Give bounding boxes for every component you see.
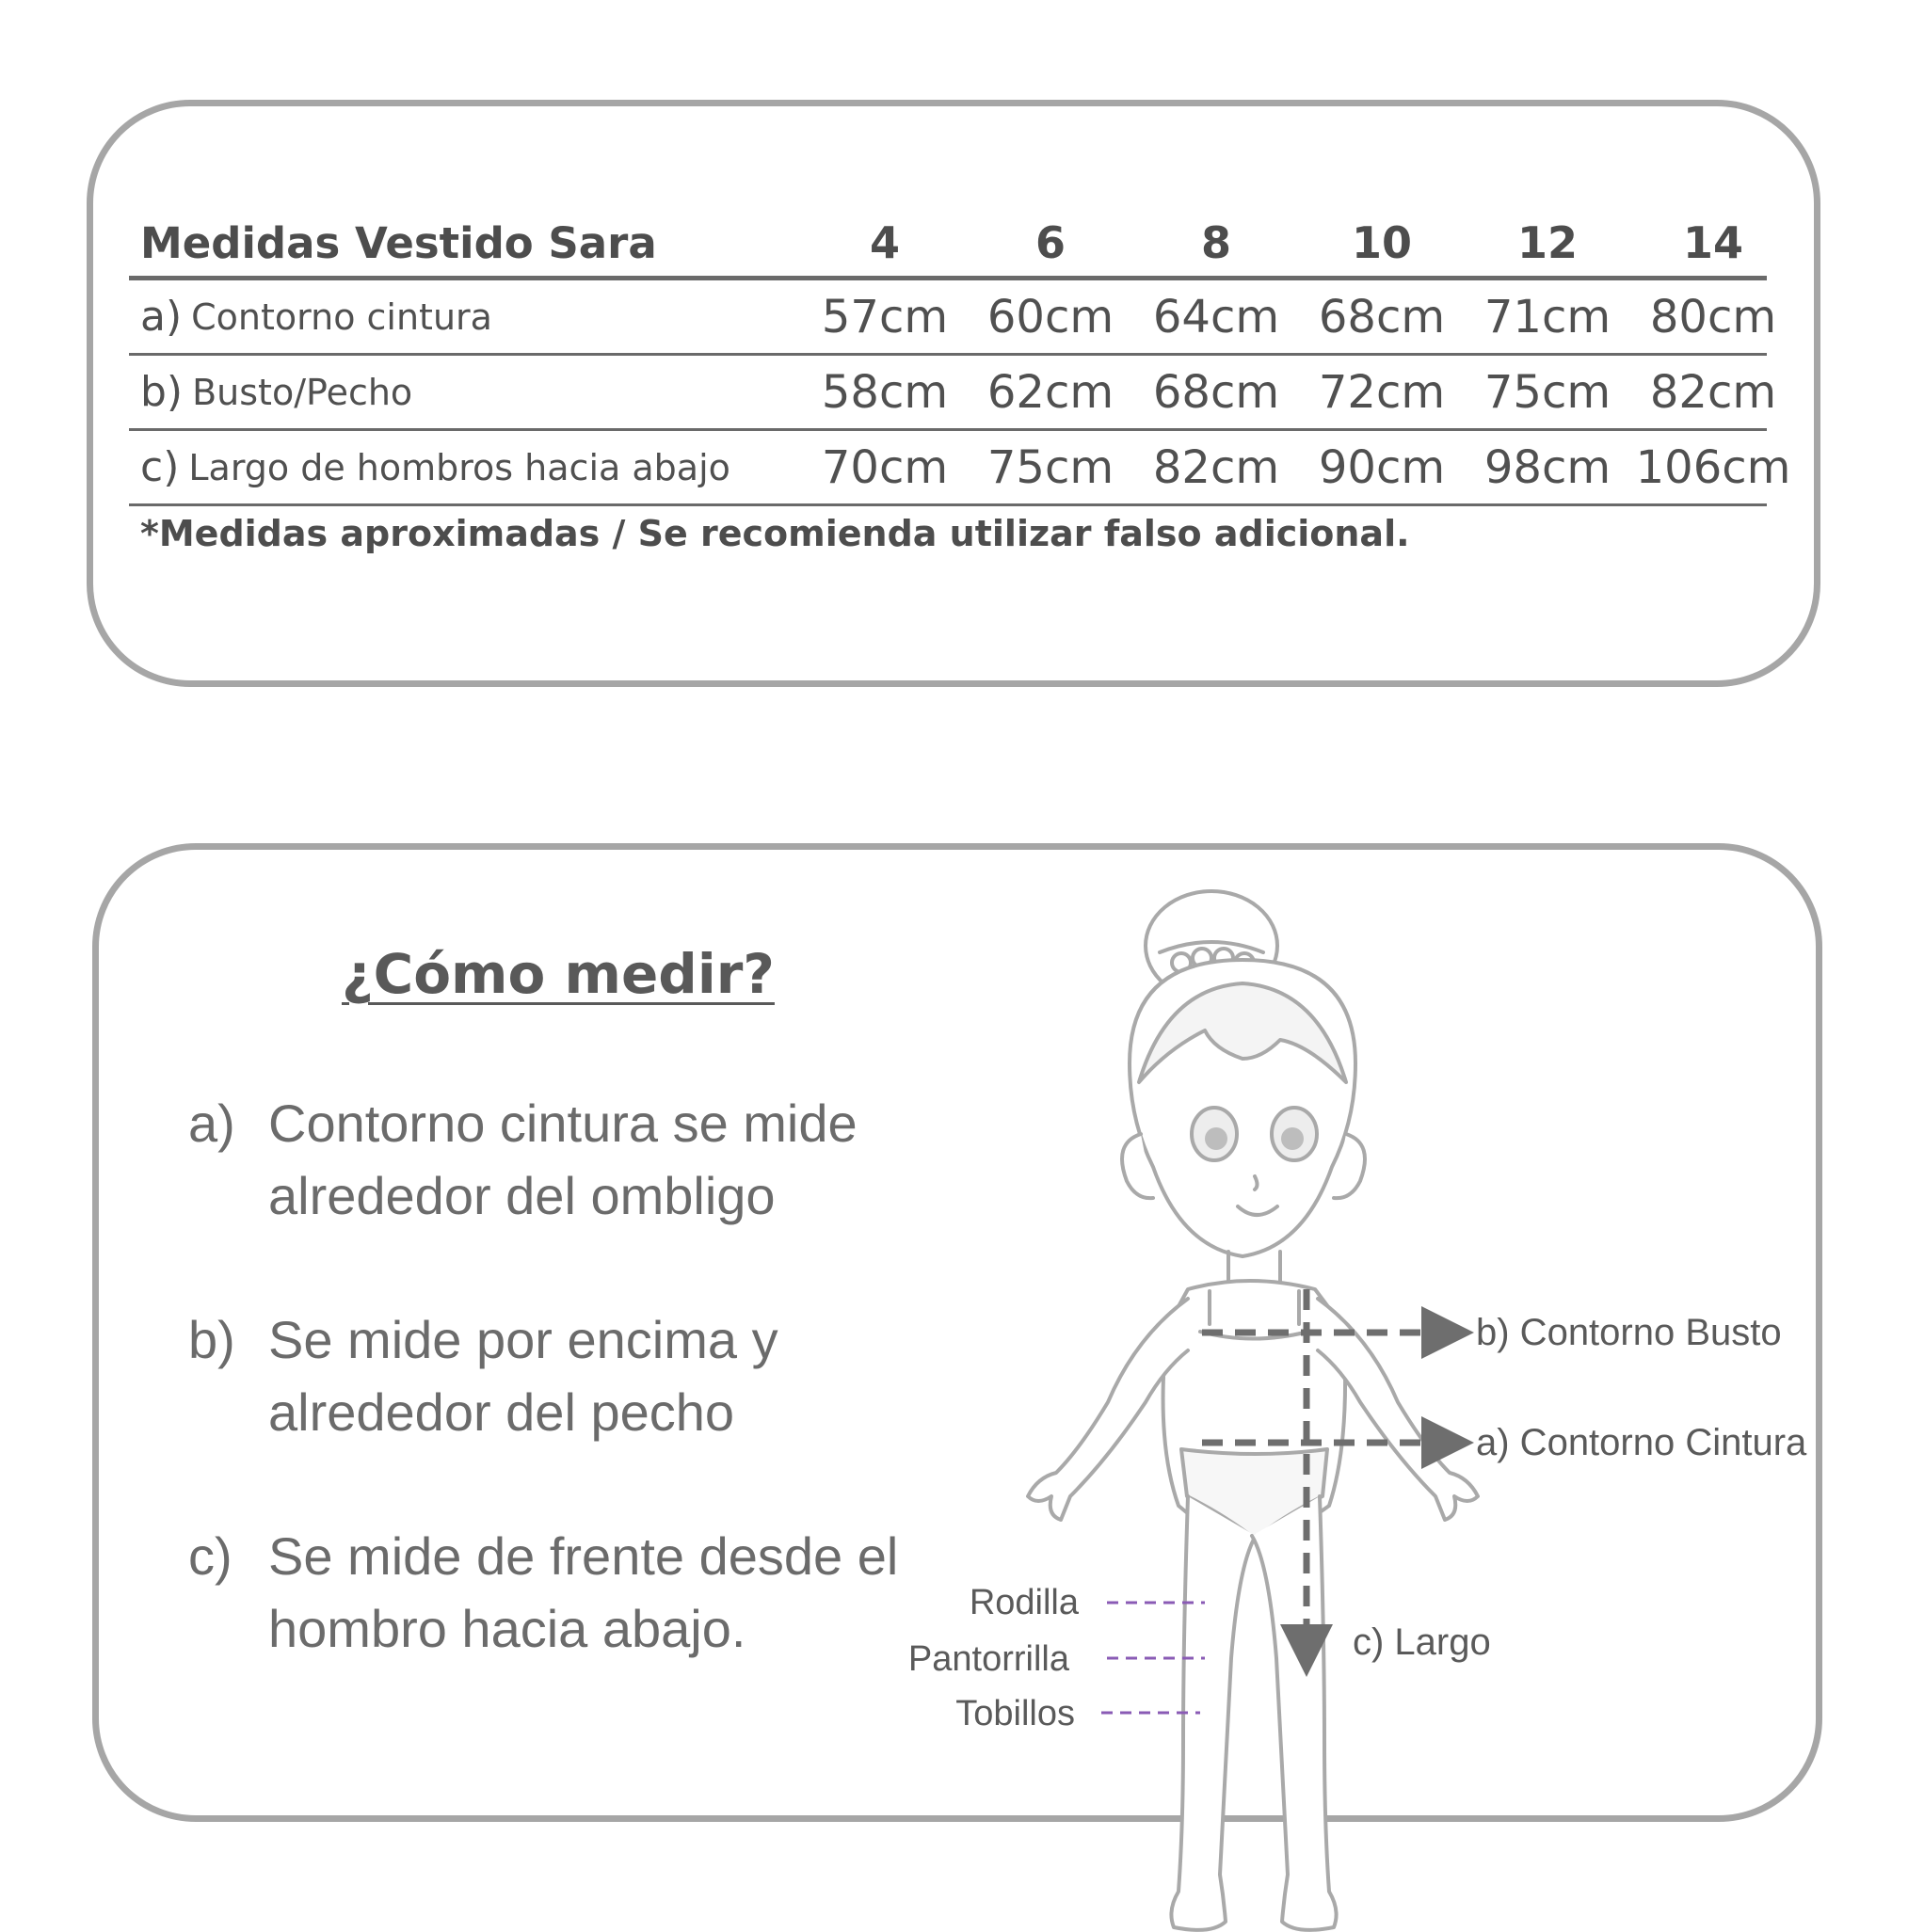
- table-cell: 68cm: [1152, 365, 1280, 419]
- step-text: Se mide por encima y alrededor del pecho: [268, 1310, 778, 1442]
- table-cell: 82cm: [1649, 365, 1777, 419]
- table-cell: 98cm: [1483, 440, 1611, 494]
- ankle-label: Tobillos: [955, 1694, 1075, 1733]
- row-label-text: Contorno cintura: [191, 295, 492, 338]
- size-header-10: 10: [1351, 217, 1412, 268]
- table-cell: 68cm: [1318, 290, 1446, 343]
- table-cell: 75cm: [986, 440, 1114, 494]
- table-note: *Medidas aproximadas / Se recomienda utilizar falso adicional.: [140, 513, 1410, 554]
- row-key: a): [140, 293, 183, 341]
- size-header-12: 12: [1516, 217, 1578, 268]
- length-label: c) Largo: [1353, 1621, 1491, 1663]
- bust-label: b) Contorno Busto: [1476, 1312, 1782, 1353]
- waist-label: a) Contorno Cintura: [1476, 1422, 1807, 1463]
- table-cell: 60cm: [986, 290, 1114, 343]
- table-cell: 57cm: [821, 290, 949, 343]
- size-header-14: 14: [1682, 217, 1743, 268]
- table-cell: 71cm: [1483, 290, 1611, 343]
- row-label-text: Busto/Pecho: [192, 371, 413, 413]
- row-key: c): [140, 443, 180, 491]
- step-letter: b): [188, 1310, 235, 1369]
- row-label-text: Largo de hombros hacia abajo: [188, 446, 730, 488]
- table-cell: 72cm: [1318, 365, 1446, 419]
- table-cell: 80cm: [1649, 290, 1777, 343]
- size-header-4: 4: [869, 217, 900, 268]
- size-header-8: 8: [1200, 217, 1231, 268]
- table-cell: 62cm: [986, 365, 1114, 419]
- table-cell: 75cm: [1483, 365, 1611, 419]
- knee-label: Rodilla: [969, 1583, 1079, 1622]
- table-title: Medidas Vestido Sara: [140, 217, 657, 268]
- table-cell: 70cm: [821, 440, 949, 494]
- table-cell: 90cm: [1318, 440, 1446, 494]
- table-cell: 82cm: [1152, 440, 1280, 494]
- row-key: b): [140, 368, 184, 416]
- step-text: Contorno cintura se mide alrededor del ombligo: [268, 1094, 858, 1225]
- size-header-6: 6: [1034, 217, 1066, 268]
- table-cell: 64cm: [1152, 290, 1280, 343]
- girl-figure-icon: [1028, 891, 1478, 1930]
- table-cell: 58cm: [821, 365, 949, 419]
- step-letter: a): [188, 1094, 235, 1153]
- table-cell: 106cm: [1635, 440, 1791, 494]
- step-letter: c): [188, 1526, 232, 1586]
- step-text: Se mide de frente desde el hombro hacia abajo.: [268, 1526, 899, 1658]
- calf-label: Pantorrilla: [907, 1639, 1069, 1679]
- how-to-title: ¿Cómo medir?: [342, 942, 775, 1006]
